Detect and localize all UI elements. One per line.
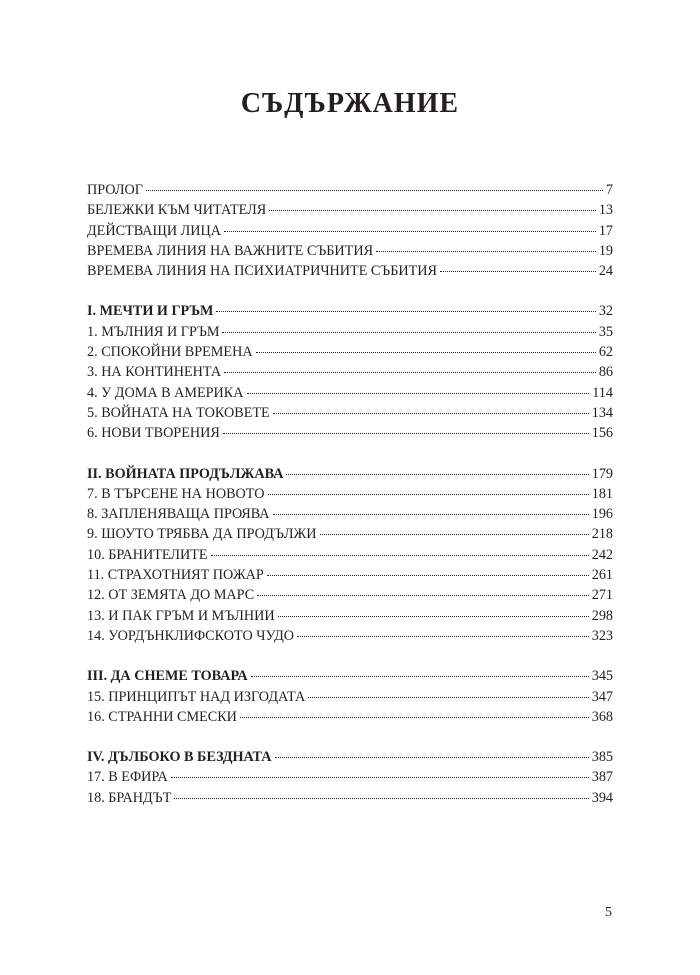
toc-entry xyxy=(87,626,613,646)
toc-entry-page: 394 xyxy=(591,789,613,806)
toc-entry-label: 7. В ТЪРСЕНЕ НА НОВОТО xyxy=(87,485,265,502)
toc-entry-page: 323 xyxy=(591,627,613,644)
toc-entry-label: I. МЕЧТИ И ГРЪМ xyxy=(87,303,214,320)
toc-entry-label: 9. ШОУТО ТРЯБВА ДА ПРОДЪЛЖИ xyxy=(87,526,317,543)
toc-part-entry xyxy=(87,301,613,321)
dot-leader xyxy=(273,514,589,515)
toc-entry-label: IV. ДЪЛБОКО В БЕЗДНАТА xyxy=(87,749,272,766)
dot-leader xyxy=(275,757,589,758)
toc-entry-label: 4. У ДОМА В АМЕРИКА xyxy=(87,384,244,401)
toc-entry xyxy=(87,383,613,403)
toc-entry-label: 5. ВОЙНАТА НА ТОКОВЕТЕ xyxy=(87,404,270,421)
toc-entry xyxy=(87,504,613,524)
toc-entry-label: 11. СТРАХОТНИЯТ ПОЖАР xyxy=(87,567,264,584)
toc-entry xyxy=(87,342,613,362)
dot-leader xyxy=(273,413,589,414)
dot-leader xyxy=(240,717,589,718)
dot-leader xyxy=(171,777,589,778)
toc-entry-label: 16. СТРАННИ СМЕСКИ xyxy=(87,708,237,725)
dot-leader xyxy=(268,494,589,495)
table-of-contents xyxy=(87,180,613,828)
toc-section xyxy=(87,747,613,808)
page-number: 5 xyxy=(605,905,612,920)
dot-leader xyxy=(267,575,589,576)
toc-entry-page: 196 xyxy=(591,506,613,523)
toc-entry-label: ПРОЛОГ xyxy=(87,182,143,198)
toc-entry xyxy=(87,687,613,707)
toc-entry-label: 2. СПОКОЙНИ ВРЕМЕНА xyxy=(87,344,253,361)
toc-entry-page: 114 xyxy=(592,384,613,401)
toc-entry-label: БЕЛЕЖКИ КЪМ ЧИТАТЕЛЯ xyxy=(87,202,267,219)
toc-entry xyxy=(87,767,613,787)
toc-entry-page: 13 xyxy=(598,202,613,219)
toc-entry-label: II. ВОЙНАТА ПРОДЪЛЖАВА xyxy=(87,465,284,482)
toc-entry-page: 218 xyxy=(591,526,613,543)
dot-leader xyxy=(269,210,596,211)
toc-entry xyxy=(87,200,613,220)
toc-section xyxy=(87,464,613,647)
toc-entry-page: 179 xyxy=(591,465,613,482)
toc-entry xyxy=(87,362,613,382)
toc-entry xyxy=(87,565,613,585)
toc-entry-label: ВРЕМЕВА ЛИНИЯ НА ВАЖНИТЕ СЪБИТИЯ xyxy=(87,242,374,259)
toc-entry xyxy=(87,545,613,565)
toc-entry-label: 8. ЗАПЛЕНЯВАЩА ПРОЯВА xyxy=(87,506,270,523)
toc-section xyxy=(87,666,613,727)
dot-leader xyxy=(251,676,589,677)
toc-entry xyxy=(87,403,613,423)
toc-entry xyxy=(87,322,613,342)
dot-leader xyxy=(211,555,589,556)
toc-entry-label: ВРЕМЕВА ЛИНИЯ НА ПСИХИАТРИЧНИТЕ СЪБИТИЯ xyxy=(87,263,437,280)
toc-entry xyxy=(87,484,613,504)
dot-leader xyxy=(222,332,595,333)
dot-leader xyxy=(256,352,596,353)
page-title: СЪДЪРЖАНИЕ xyxy=(240,88,460,119)
toc-entry-page: 385 xyxy=(591,749,613,766)
toc-entry-page: 368 xyxy=(591,708,613,725)
toc-entry-label: 1. МЪЛНИЯ И ГРЪМ xyxy=(87,323,220,340)
dot-leader xyxy=(224,372,596,373)
toc-entry-label: 13. И ПАК ГРЪМ И МЪЛНИИ xyxy=(87,607,275,624)
toc-entry-page: 181 xyxy=(591,485,613,502)
toc-entry-label: 10. БРАНИТЕЛИТЕ xyxy=(87,546,208,563)
dot-leader xyxy=(223,433,589,434)
toc-entry-page: 19 xyxy=(598,242,613,259)
dot-leader xyxy=(376,251,596,252)
toc-entry-page: 345 xyxy=(591,668,613,685)
dot-leader xyxy=(216,311,595,312)
toc-entry-label: ДЕЙСТВАЩИ ЛИЦА xyxy=(87,222,221,239)
toc-entry-page: 242 xyxy=(591,546,613,563)
dot-leader xyxy=(320,534,589,535)
toc-entry xyxy=(87,221,613,241)
dot-leader xyxy=(224,231,596,232)
toc-entry-page: 7 xyxy=(605,182,613,198)
toc-section xyxy=(87,180,613,281)
toc-entry xyxy=(87,180,613,200)
toc-entry-page: 17 xyxy=(598,222,613,239)
dot-leader xyxy=(440,271,596,272)
toc-entry-label: 17. В ЕФИРА xyxy=(87,769,168,786)
toc-entry xyxy=(87,788,613,808)
toc-entry-label: 18. БРАНДЪТ xyxy=(87,789,172,806)
toc-entry xyxy=(87,423,613,443)
toc-entry-page: 387 xyxy=(591,769,613,786)
dot-leader xyxy=(174,798,588,799)
toc-entry xyxy=(87,261,613,281)
toc-part-entry xyxy=(87,464,613,484)
toc-entry-page: 35 xyxy=(598,323,613,340)
dot-leader xyxy=(286,474,588,475)
toc-section xyxy=(87,301,613,443)
dot-leader xyxy=(247,393,590,394)
toc-entry xyxy=(87,524,613,544)
toc-entry-label: 14. УОРДЪНКЛИФСКОТО ЧУДО xyxy=(87,627,295,644)
dot-leader xyxy=(308,697,589,698)
toc-entry-page: 62 xyxy=(598,344,613,361)
toc-entry-label: 15. ПРИНЦИПЪТ НАД ИЗГОДАТА xyxy=(87,688,306,705)
toc-entry-label: III. ДА СНЕМЕ ТОВАРА xyxy=(87,668,248,685)
toc-entry-page: 347 xyxy=(591,688,613,705)
toc-entry-page: 156 xyxy=(591,425,613,442)
dot-leader xyxy=(278,616,589,617)
toc-entry xyxy=(87,585,613,605)
toc-entry xyxy=(87,241,613,261)
toc-entry-page: 134 xyxy=(591,404,613,421)
toc-entry-label: 12. ОТ ЗЕМЯТА ДО МАРС xyxy=(87,587,255,604)
toc-part-entry xyxy=(87,666,613,686)
toc-entry xyxy=(87,707,613,727)
dot-leader xyxy=(146,190,603,191)
toc-entry-page: 298 xyxy=(591,607,613,624)
toc-entry-page: 32 xyxy=(598,303,613,320)
toc-entry-page: 86 xyxy=(598,364,613,381)
toc-entry xyxy=(87,606,613,626)
toc-entry-page: 271 xyxy=(591,587,613,604)
toc-entry-page: 24 xyxy=(598,263,613,280)
toc-part-entry xyxy=(87,747,613,767)
dot-leader xyxy=(297,636,589,637)
toc-entry-page: 261 xyxy=(591,567,613,584)
toc-entry-label: 6. НОВИ ТВОРЕНИЯ xyxy=(87,425,220,442)
dot-leader xyxy=(257,595,589,596)
toc-entry-label: 3. НА КОНТИНЕНТА xyxy=(87,364,222,381)
